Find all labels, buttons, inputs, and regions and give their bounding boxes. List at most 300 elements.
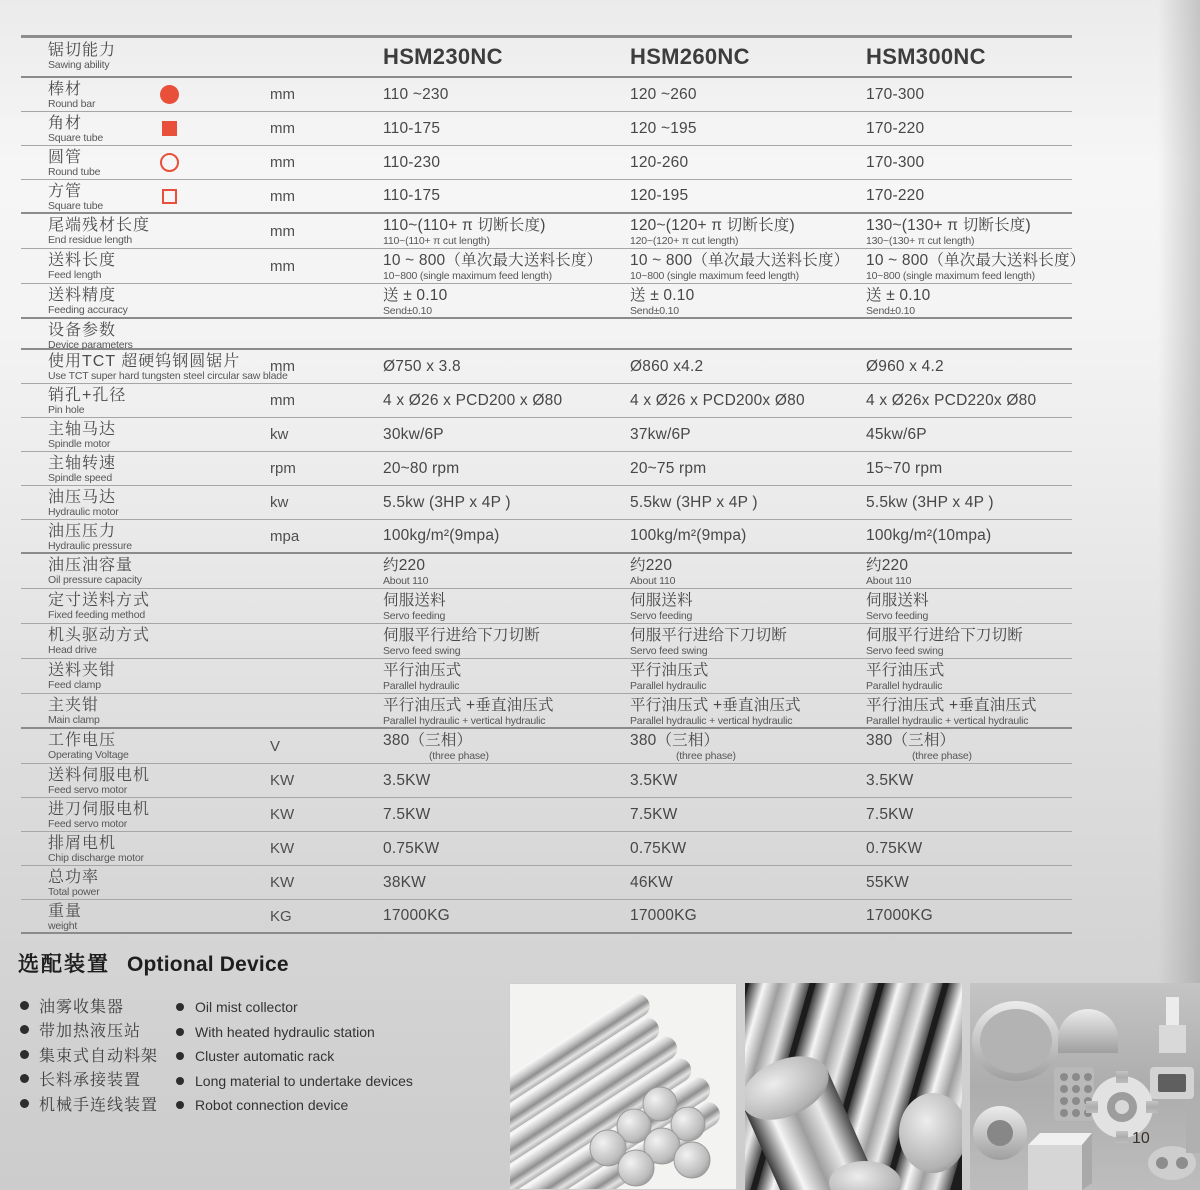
spec-value-HSM260NC [630, 180, 688, 212]
spec-label [48, 78, 95, 111]
value-main: 送 ± 0.10 [383, 287, 448, 304]
spec-row [21, 520, 1072, 554]
value-main: 20~75 rpm [630, 459, 707, 477]
value-main: 3.5KW [630, 771, 678, 789]
value-sub: (three phase) [912, 750, 972, 762]
label-en: Pin hole [48, 404, 85, 416]
value-sub: Parallel hydraulic [866, 680, 943, 692]
label-en: Feeding accuracy [48, 304, 128, 316]
spec-label [48, 284, 128, 317]
spec-label [48, 764, 150, 797]
model-name-hsm300nc: HSM300NC [866, 44, 986, 69]
value-main: 7.5KW [630, 805, 678, 823]
optional-item-label: Long material to undertake devices [195, 1072, 413, 1089]
optional-item-label: 机械手连线装置 [39, 1096, 159, 1114]
label-en: Hydraulic motor [48, 506, 119, 518]
bullet-icon [20, 1099, 29, 1108]
table-header-row [21, 38, 1072, 78]
value-main: 7.5KW [383, 805, 431, 823]
label-zh: 使用TCT 超硬钨钢圆锯片 [48, 353, 241, 370]
spec-row [21, 589, 1072, 624]
value-sub: Parallel hydraulic + vertical hydraulic [383, 715, 546, 727]
unit-label: mm [270, 222, 295, 240]
spec-value-HSM260NC [630, 214, 795, 248]
optional-list-zh [20, 993, 158, 1116]
label-en: Square tube [48, 200, 104, 212]
label-zh: 油压压力 [48, 523, 117, 540]
spec-value-HSM260NC [630, 832, 686, 865]
bullet-icon [176, 1077, 184, 1085]
spec-label [48, 729, 129, 763]
value-main: 110-230 [383, 153, 441, 171]
unit-label: mpa [270, 527, 300, 545]
value-main: 平行油压式 +垂直油压式 [630, 697, 801, 714]
label-zh: 尾端残材长度 [48, 217, 151, 234]
spec-value-HSM260NC [630, 694, 801, 727]
value-main: 伺服送料 [383, 592, 446, 609]
spec-value-HSM300NC [866, 764, 914, 797]
square-outline-icon [162, 189, 177, 204]
value-main: 10 ~ 800（单次最大送料长度） [383, 252, 603, 269]
spec-row [21, 729, 1072, 764]
spec-label [48, 589, 150, 623]
value-main: 110-175 [383, 119, 441, 137]
label-en: Total power [48, 886, 100, 898]
spec-value-HSM230NC [383, 214, 546, 248]
optional-item [176, 1069, 413, 1094]
label-zh: 进刀伺服电机 [48, 801, 151, 818]
label-zh: 棒材 [48, 81, 83, 98]
spec-row [21, 284, 1072, 319]
value-main: 约220 [866, 557, 909, 574]
value-main: 5.5kw (3HP x 4P ) [866, 493, 994, 511]
value-main: 110-175 [383, 187, 441, 204]
value-main: 0.75KW [383, 839, 440, 857]
label-en: weight [48, 920, 78, 932]
value-main: 37kw/6P [630, 425, 691, 443]
value-main: 伺服送料 [630, 592, 693, 609]
spec-value-HSM300NC [866, 452, 942, 485]
value-main: 平行油压式 [383, 662, 462, 679]
unit-label: V [270, 737, 281, 755]
spec-value-HSM260NC [630, 452, 706, 485]
label-zh: 排屑电机 [48, 835, 117, 852]
spec-label [48, 180, 103, 212]
value-sub: Servo feed swing [866, 645, 944, 657]
spec-label [48, 866, 100, 899]
label-en: End residue length [48, 234, 132, 246]
spec-label [48, 146, 100, 179]
value-main: 170-300 [866, 153, 925, 171]
spec-value-HSM260NC [630, 729, 736, 763]
spec-value-HSM230NC [383, 78, 449, 111]
shape-icon-cell [149, 180, 189, 212]
spec-value-HSM260NC [630, 112, 697, 145]
section-header-row [21, 319, 1072, 350]
label-en: Main clamp [48, 714, 100, 726]
label-en: Oil pressure capacity [48, 574, 142, 586]
aluminum-profiles-illustration [970, 983, 1200, 1190]
circle-outline-icon [160, 153, 179, 172]
value-main: Ø960 x 4.2 [866, 357, 944, 375]
spec-value-HSM300NC [866, 659, 945, 693]
spec-row [21, 214, 1072, 249]
spec-value-HSM300NC [866, 146, 924, 179]
spec-value-HSM300NC [866, 112, 924, 145]
value-sub: Servo feed swing [383, 645, 461, 657]
label-en: Spindle motor [48, 438, 111, 450]
value-main: 平行油压式 [866, 662, 945, 679]
value-sub: Send±0.10 [866, 305, 915, 317]
optional-title-zh: 选配装置 [18, 953, 110, 976]
spec-row [21, 624, 1072, 659]
optional-item-label: 油雾收集器 [39, 998, 125, 1016]
value-sub: (three phase) [429, 750, 489, 762]
label-zh: 送料精度 [48, 287, 117, 304]
spec-row [21, 486, 1072, 520]
value-main: 120~(120+ π 切断长度) [630, 217, 795, 234]
value-main: 送 ± 0.10 [866, 287, 931, 304]
unit-label: mm [270, 392, 295, 409]
optional-item-label: Cluster automatic rack [195, 1048, 335, 1065]
spec-row [21, 249, 1086, 284]
spec-label [48, 486, 119, 519]
spec-label [48, 900, 82, 932]
value-sub: Parallel hydraulic [630, 680, 707, 692]
bullet-icon [20, 1074, 29, 1083]
label-zh: 总功率 [48, 869, 100, 886]
spec-row [21, 180, 1072, 214]
value-sub: Servo feeding [630, 610, 693, 622]
value-main: 380（三相） [866, 732, 956, 749]
value-main: 平行油压式 [630, 662, 709, 679]
value-main: 4 x Ø26 x PCD200x Ø80 [630, 391, 805, 409]
spec-value-HSM260NC [630, 866, 673, 899]
value-main: 0.75KW [630, 839, 687, 857]
spec-value-HSM260NC [630, 520, 747, 552]
label-zh: 主夹钳 [48, 697, 100, 714]
spec-value-HSM260NC [630, 900, 697, 932]
value-sub: Send±0.10 [630, 305, 679, 317]
label-zh: 方管 [48, 183, 83, 200]
spec-label [48, 452, 116, 485]
label-zh: 主轴马达 [48, 421, 117, 438]
label-en: Feed clamp [48, 679, 101, 691]
spec-value-HSM300NC [866, 729, 972, 763]
spec-value-HSM230NC [383, 350, 461, 383]
optional-item-label: 带加热液压站 [39, 1023, 142, 1041]
label-zh: 油压油容量 [48, 557, 134, 574]
value-main: 170-220 [866, 187, 925, 204]
bullet-icon [176, 1003, 184, 1011]
optional-item-label: With heated hydraulic station [195, 1023, 375, 1040]
aluminum-profiles-photo [970, 983, 1200, 1190]
value-main: Ø860 x4.2 [630, 357, 704, 375]
spec-row [21, 554, 1072, 589]
spec-value-HSM300NC [866, 180, 924, 212]
bullet-icon [176, 1101, 184, 1109]
label-zh: 送料伺服电机 [48, 767, 151, 784]
label-en: Square tube [48, 132, 104, 144]
spec-row [21, 866, 1072, 900]
optional-item [20, 1018, 158, 1043]
unit-label: KW [270, 840, 295, 857]
model-name-hsm230nc: HSM230NC [383, 44, 503, 69]
label-zh: 送料夹钳 [48, 662, 117, 679]
spec-row [21, 832, 1072, 866]
spec-value-HSM230NC [383, 384, 562, 417]
value-main: 100kg/m²(9mpa) [630, 527, 747, 544]
spec-value-HSM260NC [630, 146, 688, 179]
spec-value-HSM300NC [866, 624, 1023, 658]
value-main: 380（三相） [630, 732, 720, 749]
label-zh: 定寸送料方式 [48, 592, 151, 609]
spec-row [21, 418, 1072, 452]
spec-value-HSM230NC [383, 832, 439, 865]
label-en: Spindle speed [48, 472, 112, 484]
spec-value-HSM300NC [866, 486, 994, 519]
header-title-en: Sawing ability [48, 59, 110, 71]
value-sub: Parallel hydraulic [383, 680, 460, 692]
spec-value-HSM300NC [866, 284, 930, 317]
unit-label: kw [270, 494, 289, 511]
value-main: 55KW [866, 873, 910, 891]
value-sub: Parallel hydraulic + vertical hydraulic [866, 715, 1029, 727]
spec-value-HSM230NC [383, 112, 440, 145]
optional-item-label: Robot connection device [195, 1097, 349, 1114]
value-sub: Servo feed swing [630, 645, 708, 657]
unit-label: rpm [270, 460, 296, 477]
label-zh: 主轴转速 [48, 455, 117, 472]
value-main: 17000KG [383, 907, 450, 924]
spec-value-HSM260NC [630, 486, 758, 519]
label-en: Head drive [48, 644, 97, 656]
bullet-icon [20, 1001, 29, 1010]
optional-item [20, 993, 158, 1018]
value-main: 5.5kw (3HP x 4P ) [630, 493, 758, 511]
spec-value-HSM230NC [383, 180, 440, 212]
optional-item [176, 1093, 413, 1118]
spec-value-HSM230NC [383, 798, 431, 831]
value-sub: Servo feeding [383, 610, 446, 622]
square-filled-icon [162, 121, 177, 136]
spec-value-HSM260NC [630, 798, 678, 831]
unit-label: kw [270, 426, 289, 443]
optional-item [20, 1067, 158, 1092]
spec-value-HSM300NC [866, 900, 933, 932]
bullet-icon [20, 1025, 29, 1034]
model-name-hsm260nc: HSM260NC [630, 44, 750, 69]
spec-value-HSM230NC [383, 694, 554, 727]
optional-item [176, 1020, 413, 1045]
value-main: 46KW [630, 873, 674, 891]
value-main: 100kg/m²(9mpa) [383, 527, 500, 544]
value-main: 110~(110+ π 切断长度) [383, 217, 546, 234]
value-sub: 10~800 (single maximum feed length) [866, 270, 1035, 282]
value-main: 170-220 [866, 119, 925, 137]
value-main: 120 ~260 [630, 85, 697, 103]
unit-label: KW [270, 874, 295, 891]
bullet-icon [20, 1050, 29, 1059]
spec-value-HSM300NC [866, 350, 944, 383]
value-main: 伺服平行进给下刀切断 [866, 627, 1024, 644]
spec-label [48, 624, 150, 658]
spec-value-HSM230NC [383, 659, 462, 693]
unit-label: mm [270, 120, 295, 137]
spec-value-HSM300NC [866, 214, 1031, 248]
value-main: 伺服平行进给下刀切断 [630, 627, 788, 644]
header-title-zh: 锯切能力 [48, 42, 117, 59]
spec-label [48, 554, 142, 588]
spec-value-HSM300NC [866, 520, 991, 552]
spec-value-HSM260NC [630, 249, 849, 283]
label-en: Feed servo motor [48, 818, 128, 830]
unit-label: mm [270, 257, 295, 275]
value-main: 17000KG [866, 907, 933, 924]
label-en: Round bar [48, 98, 96, 110]
value-main: 平行油压式 +垂直油压式 [383, 697, 554, 714]
label-en: Device parameters [48, 339, 133, 351]
label-en: Round tube [48, 166, 101, 178]
spec-value-HSM300NC [866, 798, 914, 831]
value-main: 伺服平行进给下刀切断 [383, 627, 541, 644]
optional-item [176, 995, 413, 1020]
value-main: 10 ~ 800（单次最大送料长度） [630, 252, 850, 269]
optional-item-label: 长料承接装置 [39, 1072, 142, 1090]
value-main: 110 ~230 [383, 85, 449, 103]
optional-list-en [176, 995, 413, 1118]
spec-label [48, 350, 288, 383]
value-sub: 130~(130+ π cut length) [866, 235, 975, 247]
label-zh: 圆管 [48, 149, 83, 166]
value-main: 约220 [630, 557, 673, 574]
value-main: 7.5KW [866, 805, 914, 823]
value-main: 30kw/6P [383, 425, 444, 443]
value-sub: Servo feeding [866, 610, 929, 622]
metal-billets-illustration [745, 983, 962, 1190]
circle-filled-icon [160, 85, 179, 104]
spec-value-HSM230NC [383, 764, 431, 797]
round-steel-bars-photo [509, 983, 737, 1190]
value-main: 120 ~195 [630, 119, 697, 137]
shape-icon-cell [149, 78, 189, 111]
label-zh: 重量 [48, 903, 83, 920]
spec-label [48, 694, 100, 727]
unit-label: mm [270, 86, 295, 103]
spec-value-HSM230NC [383, 284, 447, 317]
label-zh: 工作电压 [48, 732, 117, 749]
spec-value-HSM300NC [866, 78, 924, 111]
value-main: 送 ± 0.10 [630, 287, 695, 304]
value-main: 4 x Ø26 x PCD200 x Ø80 [383, 391, 563, 409]
value-main: 120-260 [630, 153, 689, 171]
spec-value-HSM260NC [630, 384, 805, 417]
value-main: 3.5KW [866, 771, 914, 789]
spec-value-HSM260NC [630, 764, 678, 797]
spec-value-HSM300NC [866, 249, 1085, 283]
spec-label [48, 319, 133, 351]
spec-row [21, 798, 1072, 832]
label-en: Operating Voltage [48, 749, 129, 761]
spec-row [21, 900, 1072, 934]
spec-value-HSM260NC [630, 624, 787, 658]
spec-label [48, 832, 144, 865]
unit-label: mm [270, 358, 295, 375]
optional-item [20, 1091, 158, 1116]
value-main: 3.5KW [383, 771, 431, 789]
spec-value-HSM230NC [383, 520, 500, 552]
spec-label [48, 384, 126, 417]
value-sub: 110~(110+ π cut length) [383, 235, 490, 247]
spec-row [21, 764, 1072, 798]
spec-label [48, 112, 103, 145]
value-sub: (three phase) [676, 750, 736, 762]
spec-label [48, 214, 150, 248]
unit-label: mm [270, 187, 295, 205]
value-main: Ø750 x 3.8 [383, 357, 461, 375]
value-main: 约220 [383, 557, 426, 574]
label-zh: 油压马达 [48, 489, 117, 506]
spec-value-HSM230NC [383, 624, 540, 658]
spec-table [21, 35, 1086, 934]
bullet-icon [176, 1052, 184, 1060]
spec-value-HSM300NC [866, 589, 929, 623]
value-main: 伺服送料 [866, 592, 929, 609]
spec-value-HSM230NC [383, 486, 511, 519]
value-main: 10 ~ 800（单次最大送料长度） [866, 252, 1086, 269]
spec-value-HSM230NC [383, 554, 428, 588]
value-sub: About 110 [383, 575, 429, 587]
round-steel-bars-illustration [510, 984, 737, 1190]
spec-value-HSM230NC [383, 589, 446, 623]
label-zh: 送料长度 [48, 252, 117, 269]
spec-value-HSM300NC [866, 418, 927, 451]
spec-row [21, 112, 1072, 146]
spec-row [21, 350, 1072, 384]
value-main: 45kw/6P [866, 425, 927, 443]
spec-value-HSM300NC [866, 832, 922, 865]
label-zh: 设备参数 [48, 322, 117, 339]
value-main: 17000KG [630, 907, 697, 924]
value-sub: 10~800 (single maximum feed length) [630, 270, 799, 282]
spec-row [21, 694, 1072, 729]
spec-value-HSM260NC [630, 659, 709, 693]
value-main: 38KW [383, 873, 427, 891]
spec-value-HSM260NC [630, 554, 675, 588]
spec-value-HSM260NC [630, 350, 703, 383]
optional-item-label: 集束式自动料架 [39, 1047, 159, 1065]
value-main: 0.75KW [866, 839, 923, 857]
label-en: Feed servo motor [48, 784, 128, 796]
spec-table-body [21, 78, 1086, 934]
optional-item [20, 1042, 158, 1067]
spec-value-HSM230NC [383, 146, 440, 179]
spec-row [21, 78, 1072, 112]
value-main: 平行油压式 +垂直油压式 [866, 697, 1037, 714]
value-sub: 10~800 (single maximum feed length) [383, 270, 552, 282]
spec-value-HSM300NC [866, 694, 1037, 727]
label-en: Feed length [48, 269, 102, 281]
value-main: 100kg/m²(10mpa) [866, 527, 992, 544]
shape-icon-cell [149, 112, 189, 145]
value-main: 4 x Ø26x PCD220x Ø80 [866, 391, 1037, 409]
spec-row [21, 146, 1072, 180]
spec-value-HSM230NC [383, 418, 444, 451]
value-main: 170-300 [866, 85, 925, 103]
optional-item-label: Oil mist collector [195, 999, 298, 1016]
metal-billets-photo [745, 983, 962, 1190]
optional-device-title [18, 948, 289, 978]
